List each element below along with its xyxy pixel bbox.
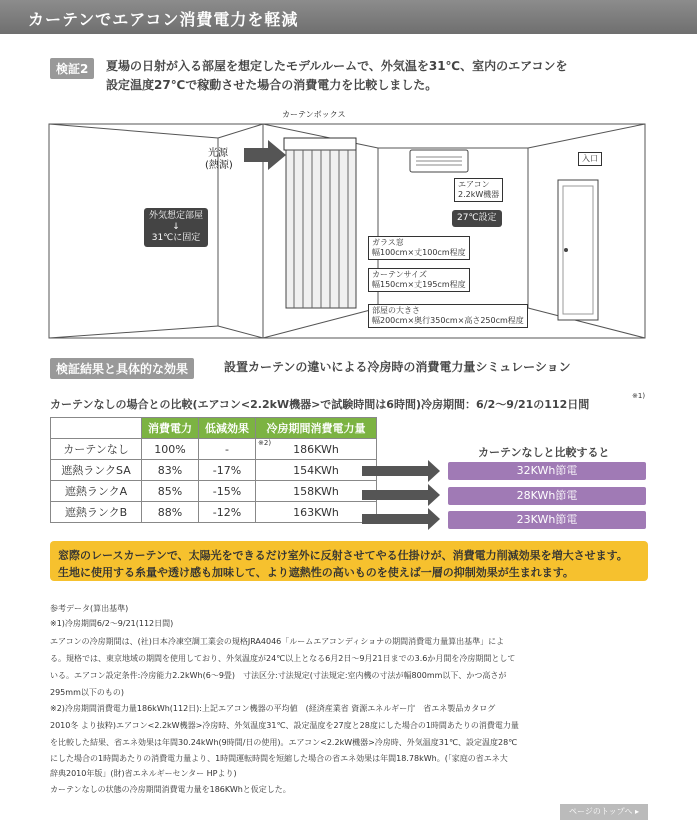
row-reduction: - bbox=[199, 439, 256, 460]
row-period: 186KWh bbox=[293, 442, 339, 456]
verification-tag: 検証2 bbox=[50, 58, 94, 79]
curtain-size-label: カーテンサイズ bbox=[372, 270, 427, 279]
row-name: 遮熱ランクB bbox=[51, 502, 142, 523]
row-power: 83% bbox=[142, 460, 199, 481]
saving-badge: 32KWh節電 bbox=[448, 462, 646, 480]
heat-source-label: (熱源) bbox=[205, 160, 233, 171]
page-title: カーテンでエアコン消費電力を軽減 bbox=[28, 10, 299, 29]
reference-line: いる。エアコン設定条件:冷房能力2.2kWh(6〜9畳) 寸法区分:寸法規定(寸法規定:室内機の寸法が幅800mm以下、かつ高さが bbox=[50, 671, 507, 680]
row-reduction: -12% bbox=[199, 502, 256, 523]
table-row bbox=[51, 481, 377, 502]
row-name: 遮熱ランクSA bbox=[51, 460, 142, 481]
row-power: 85% bbox=[142, 481, 199, 502]
results-title: 設置カーテンの違いによる冷房時の消費電力量シミュレーション bbox=[224, 360, 571, 374]
comparison-note: ※1) bbox=[632, 392, 646, 400]
reference-line: カーテンなしの状態の冷房期間消費電力量を186KWhと仮定した。 bbox=[50, 785, 291, 794]
saving-badge: 23KWh節電 bbox=[448, 511, 646, 529]
results-tag: 検証結果と具体的な効果 bbox=[50, 358, 194, 379]
aircon-setting-badge: 27℃設定 bbox=[452, 210, 502, 227]
outside-room-fixed: 31℃に固定 bbox=[151, 233, 201, 243]
aircon-box bbox=[454, 178, 503, 202]
verification-text-1: 夏場の日射が入る部屋を想定したモデルルームで、外気温を31℃、室内のエアコンを bbox=[106, 59, 568, 73]
highlight-line-1: 窓際のレースカーテンで、太陽光をできるだけ室外に反射させてやる仕掛けが、消費電力削減効果を増大させます。 bbox=[58, 549, 628, 562]
verification-text-2: 設定温度27℃で稼動させた場合の消費電力を比較しました。 bbox=[106, 78, 438, 92]
row-reduction: -15% bbox=[199, 481, 256, 502]
note-marker: ※2) bbox=[258, 439, 272, 447]
aircon-label: エアコン bbox=[458, 180, 490, 189]
table-header-empty bbox=[51, 418, 142, 439]
glass-window-size: 幅100cm×丈100cm程度 bbox=[372, 248, 466, 257]
row-power: 100% bbox=[142, 439, 199, 460]
highlight-line-2: 生地に使用する糸量や透け感も加味して、より遮熱性の高いものを使えば一層の抑制効果が生まれます。 bbox=[58, 566, 574, 579]
table-row bbox=[51, 439, 377, 460]
row-period: 163KWh bbox=[256, 502, 377, 523]
reference-line: 295mm以下のもの) bbox=[50, 688, 124, 697]
arrow-right-icon bbox=[362, 514, 430, 524]
table-header-period: 冷房期間消費電力量 bbox=[256, 418, 377, 439]
reference-line: にした場合の1時間あたりの消費電力量より、1時間運転時間を短縮した場合の省エネ効果は年間18.78kWh。(「家庭の省エネ大 bbox=[50, 754, 508, 763]
table-header-reduction: 低減効果 bbox=[199, 418, 256, 439]
compare-title: カーテンなしと比較すると bbox=[478, 446, 610, 459]
row-power: 88% bbox=[142, 502, 199, 523]
highlight-box bbox=[50, 541, 648, 581]
arrow-right-icon bbox=[362, 466, 430, 476]
reference-line: 2010冬 より抜粋)エアコン<2.2kW機器>冷房時、外気温度31℃、設定温度を27度と28度にした場合の1時間あたりの消費電力量 bbox=[50, 721, 519, 730]
page-header bbox=[0, 0, 697, 34]
curtain-size-value: 幅150cm×丈195cm程度 bbox=[372, 280, 466, 289]
room-size-box bbox=[368, 304, 528, 328]
reference-line: を比較した結果、省エネ効果は年間30.24kWh(9時間/日の使用)。エアコン<2.2kW機器>冷房時、外気温度31℃、設定温度28℃ bbox=[50, 738, 518, 747]
model-room-diagram bbox=[48, 108, 648, 340]
table-row bbox=[51, 502, 377, 523]
page-top-button[interactable]: ページのトップへ ▸ bbox=[560, 804, 648, 820]
room-size-label: 部屋の大きさ bbox=[372, 306, 420, 315]
curtain-box-label: カーテンボックス bbox=[282, 110, 346, 119]
curtain-size-box bbox=[368, 268, 470, 292]
table-row bbox=[51, 460, 377, 481]
reference-line: る。規格では、東京地域の期間を使用しており、外気温度が24℃以上となる6月2日〜9月21日までの3.6か月間を冷房期間として bbox=[50, 654, 516, 663]
outside-room-box bbox=[144, 208, 208, 247]
reference-line: 参考データ(算出基準) bbox=[50, 604, 129, 613]
row-period: 158KWh bbox=[256, 481, 377, 502]
comparison-text: カーテンなしの場合との比較(エアコン<2.2kW機器>で試験時間は6時間)冷房期間：6/2〜9/21の112日間 bbox=[50, 398, 590, 411]
reference-line: ※2)冷房期間消費電力量186kWh(112日):上記エアコン機器の平均値 (経済産業省 資源エネルギー庁 省エネ製品カタログ bbox=[50, 704, 496, 713]
row-reduction: -17% bbox=[199, 460, 256, 481]
entrance-sign: 入口 bbox=[578, 152, 602, 166]
outside-room-label: 外気想定部屋 bbox=[149, 211, 204, 221]
reference-line: ※1)冷房期間6/2〜9/21(112日間) bbox=[50, 619, 174, 628]
arrow-right-icon bbox=[362, 490, 430, 500]
room-size-value: 幅200cm×奥行350cm×高さ250cm程度 bbox=[372, 316, 524, 325]
row-name: 遮熱ランクA bbox=[51, 481, 142, 502]
saving-badge: 28KWh節電 bbox=[448, 487, 646, 505]
aircon-model: 2.2kW機器 bbox=[458, 190, 500, 199]
glass-window-box bbox=[368, 236, 470, 260]
room-drawing bbox=[48, 108, 648, 340]
row-period: 154KWh bbox=[256, 460, 377, 481]
simulation-table bbox=[50, 417, 377, 523]
reference-line: 辞典2010年版」(財)省エネルギーセンター HPより) bbox=[50, 769, 237, 778]
light-source-label: 光源 bbox=[208, 148, 228, 159]
row-name: カーテンなし bbox=[51, 439, 142, 460]
row-period-cell bbox=[256, 439, 377, 460]
reference-line: エアコンの冷房期間は、(社)日本冷凍空調工業会の規格JRA4046「ルームエアコンディショナの期間消費電力量算出基準」によ bbox=[50, 637, 505, 646]
table-header-power: 消費電力 bbox=[142, 418, 199, 439]
table-header-row bbox=[51, 418, 377, 439]
outside-room-arrow: ↓ bbox=[172, 222, 180, 232]
glass-window-label: ガラス窓 bbox=[372, 238, 404, 247]
